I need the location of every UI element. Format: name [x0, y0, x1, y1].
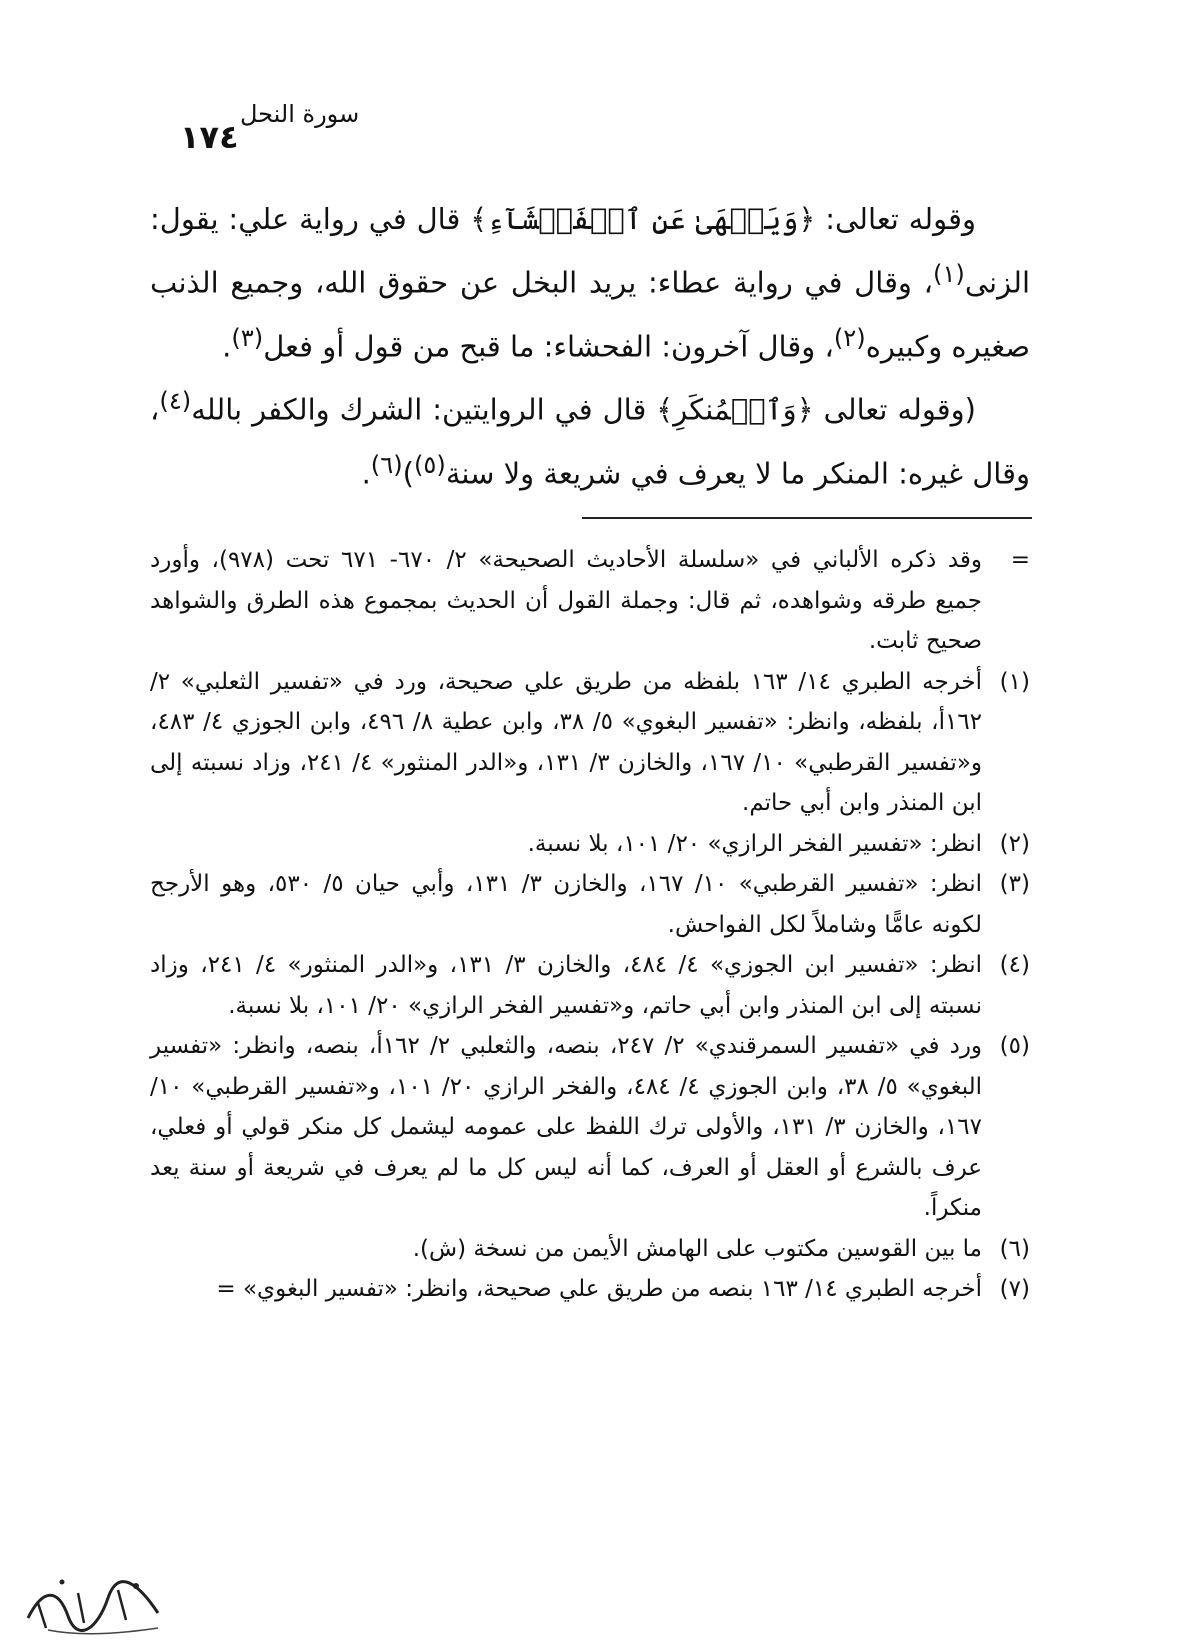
- para1-lead: وقوله تعالى:: [815, 202, 976, 236]
- footnote-4: [150, 945, 1030, 1026]
- footnote-text: وقد ذكره الألباني في «سلسلة الأحاديث الصحيحة» ٢/ ٦٧٠- ٦٧١ تحت (٩٧٨)، وأورد جميع طرقه وشواهده، ثم قال: وجملة القول أن الحديث بمجموع هذه الطرق والشواهد صحيح ثابت.: [150, 547, 982, 654]
- para2-end: .: [361, 456, 371, 491]
- footnote-3: [150, 864, 1030, 945]
- main-text-body: [150, 192, 1030, 502]
- para2-text-1: قال في الروايتين: الشرك والكفر بالله: [191, 392, 657, 427]
- footnote-marker: =: [1010, 547, 1030, 573]
- footnote-text: انظر: «تفسير الفخر الرازي» ٢٠/ ١٠١، بلا نسبة.: [527, 830, 982, 857]
- footnote-continued: [150, 540, 1030, 662]
- footnote-ref-1: (١): [933, 260, 965, 288]
- page-number: ١٧٤: [180, 118, 239, 156]
- footnote-marker: (٥): [999, 1033, 1030, 1059]
- para1-text-2: ، وقال في رواية عطاء: يريد البخل عن حقوق الله، وجميع الذنب صغيره وكبيره: [150, 265, 1030, 364]
- footnote-ref-3: (٣): [231, 323, 264, 352]
- para2-text-2: ، وقال غيره: المنكر ما لا يعرف في شريعة ولا سنة: [150, 392, 1030, 491]
- para1-end: .: [222, 329, 232, 364]
- main-paragraph-2: [150, 374, 1030, 501]
- footnote-marker: (٤): [999, 952, 1030, 978]
- footnote-marker: (٧): [999, 1276, 1030, 1302]
- footnote-7: [150, 1269, 1030, 1310]
- footnotes-section: [150, 540, 1030, 1310]
- para2-close: ): [402, 456, 414, 491]
- footnote-marker: (٣): [999, 871, 1030, 897]
- footnote-6: [150, 1229, 1030, 1270]
- running-head-surah-title: سورة النحل: [240, 100, 360, 128]
- footnote-5: [150, 1026, 1030, 1229]
- footnote-text: انظر: «تفسير القرطبي» ١٠/ ١٦٧، والخازن ٣/ ١٣١، وأبي حيان ٥/ ٥٣٠، وهو الأرجح لكونه عامًّا وشاملاً لكل الفواحش.: [150, 871, 983, 938]
- footnote-1: [150, 662, 1030, 824]
- quran-verse-munkar: ﴿وَٱلۡمُنكَرِ﴾: [656, 392, 814, 427]
- footnote-separator: [582, 517, 1032, 519]
- para1-text-1: قال في رواية علي: يقول: الزنى: [150, 202, 1030, 300]
- footnote-text: انظر: «تفسير ابن الجوزي» ٤/ ٤٨٤، والخازن ٣/ ١٣١، و«الدر المنثور» ٤/ ٢٤١، وزاد نسبته إلى ابن المنذر وابن أبي حاتم، و«تفسير الفخر الرازي» ٢٠/ ١٠١، بلا نسبة.: [150, 952, 983, 1019]
- footnote-marker: (٢): [999, 830, 1030, 857]
- footnote-text: أخرجه الطبري ١٤/ ١٦٣ بلفظه من طريق علي صحيحة، ورد في «تفسير الثعلبي» ٢/ ١٦٢أ، بلفظه، وانظر: «تفسير البغوي» ٥/ ٣٨، وابن عطية ٨/ ٤٩٦، وابن الجوزي ٤/ ٤٨٣، و«تفسير القرطبي» ١٠/ ١٦٧، والخازن ٣/ ١٣١، و«الدر المنثور» ٤/ ٢٤١، وزاد نسبته إلى ابن المنذر وابن أبي حاتم.: [150, 668, 983, 816]
- footnote-text: ما بين القوسين مكتوب على الهامش الأيمن من نسخة (ش).: [412, 1235, 982, 1262]
- publisher-logo-icon: [18, 1568, 168, 1638]
- main-paragraph-1: [150, 192, 1030, 374]
- footnote-2: [150, 824, 1030, 865]
- footnote-ref-4: (٤): [159, 387, 192, 416]
- footnote-ref-2: (٢): [833, 323, 866, 352]
- footnote-text: أخرجه الطبري ١٤/ ١٦٣ بنصه من طريق علي صحيحة، وانظر: «تفسير البغوي» =: [216, 1276, 982, 1302]
- footnote-ref-5: (٥): [413, 450, 446, 479]
- footnote-text: ورد في «تفسير السمرقندي» ٢/ ٢٤٧، بنصه، والثعلبي ٢/ ١٦٢أ، بنصه، وانظر: «تفسير البغوي» ٥/ ٣٨، وابن الجوزي ٤/ ٤٨٤، والفخر الرازي ٢٠/ ١٠١، و«تفسير القرطبي» ١٠/ ١٦٧، والخازن ٣/ ١٣١، والأولى ترك اللفظ على عمومه ليشمل كل منكر قولي أو فعلي، عرف بالشرع أو العقل أو العرف، كما أنه ليس كل ما لم يعرف في شريعة أو سنة يعد منكراً.: [150, 1033, 983, 1221]
- footnote-ref-6: (٦): [370, 450, 403, 479]
- para2-lead: (وقوله تعالى: [813, 392, 976, 427]
- footnote-marker: (١): [999, 668, 1030, 695]
- para1-text-3: ، وقال آخرون: الفحشاء: ما قبح من قول أو فعل: [263, 329, 834, 364]
- footnote-marker: (٦): [999, 1235, 1030, 1262]
- quran-verse-fahsha: ﴿وَيَنۡهَىٰ عَنِ ٱلۡفَحۡشَآءِ﴾: [470, 202, 816, 236]
